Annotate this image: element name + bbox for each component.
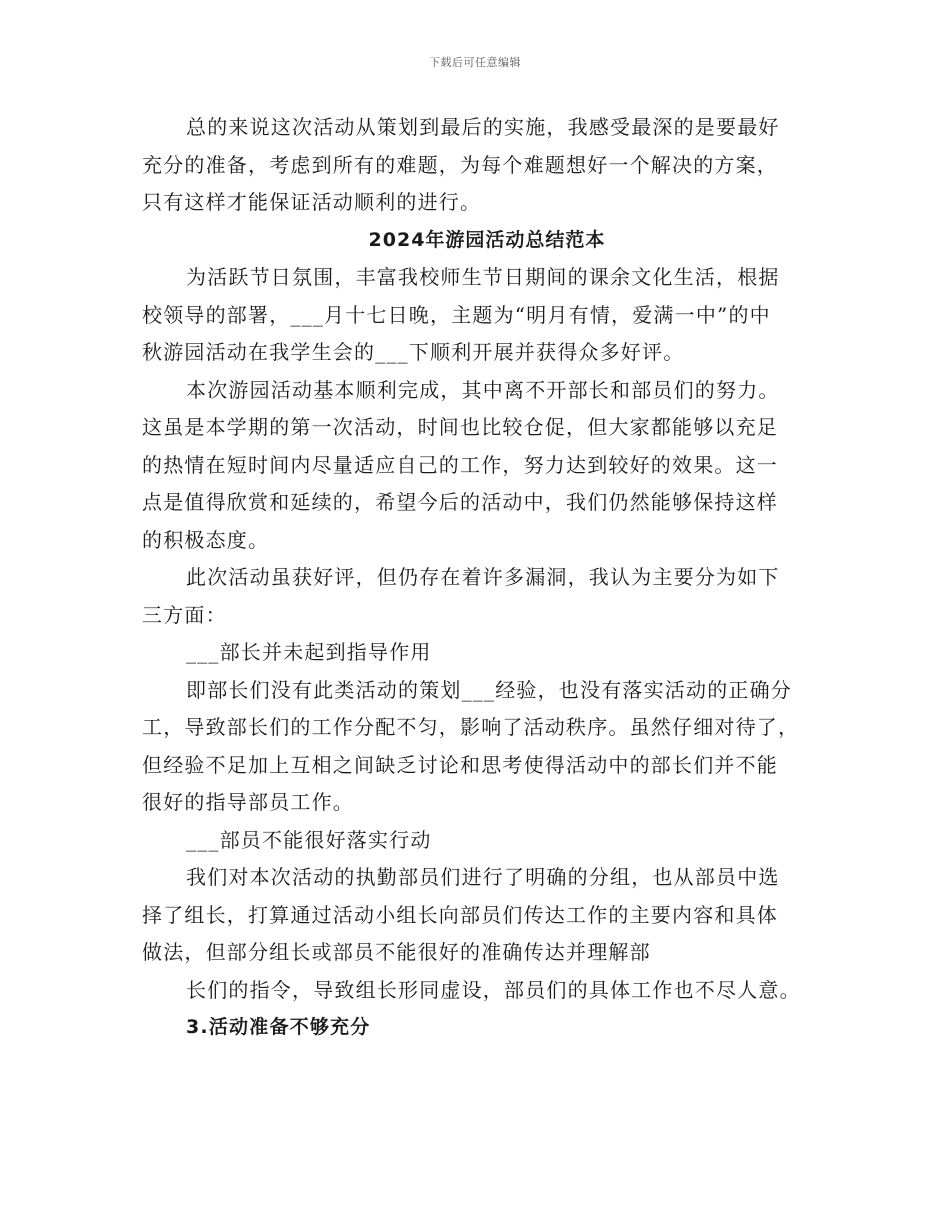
paragraph-line: 充分的准备，考虑到所有的难题，为每个难题想好一个解决的方案， bbox=[142, 152, 778, 177]
section-heading: ___部员不能很好落实行动 bbox=[186, 827, 432, 852]
paragraph-line: 校领导的部署，___月十七日晚，主题为“明月有情，爱满一中”的中 bbox=[142, 302, 771, 327]
paragraph-line: 即部长们没有此类活动的策划___经验，也没有落实活动的正确分 bbox=[186, 677, 792, 702]
page-header-note: 下载后可任意编辑 bbox=[429, 56, 521, 69]
paragraph-line: 点是值得欣赏和延续的，希望今后的活动中，我们仍然能够保持这样 bbox=[142, 490, 778, 514]
paragraph-line: 的热情在短时间内尽量适应自己的工作，努力达到较好的效果。这一 bbox=[142, 452, 778, 477]
paragraph-line: 工，导致部长们的工作分配不匀，影响了活动秩序。虽然仔细对待了， bbox=[142, 715, 800, 739]
paragraph-line: 这虽是本学期的第一次活动，时间也比较仓促，但大家都能够以充足 bbox=[142, 415, 778, 439]
paragraph-line: 的积极态度。 bbox=[142, 527, 270, 552]
paragraph-line: 总的来说这次活动从策划到最后的实施，我感受最深的是要最好 bbox=[186, 115, 780, 139]
paragraph-line: 三方面： bbox=[142, 602, 227, 627]
paragraph-line: 很好的指导部员工作。 bbox=[142, 790, 354, 814]
paragraph-line: 长们的指令，导致组长形同虚设，部员们的具体工作也不尽人意。 bbox=[186, 977, 801, 1002]
paragraph-line: 此次活动虽获好评，但仍存在着许多漏洞，我认为主要分为如下 bbox=[186, 565, 780, 589]
section-heading: ___部长并未起到指导作用 bbox=[186, 640, 432, 664]
paragraph-line: 择了组长，打算通过活动小组长向部员们传达工作的主要内容和具体 bbox=[142, 902, 778, 927]
paragraph-line: 本次游园活动基本顺利完成，其中离不开部长和部员们的努力。 bbox=[186, 377, 780, 402]
paragraph-line: 为活跃节日氛围，丰富我校师生节日期间的课余文化生活，根据 bbox=[186, 265, 780, 289]
paragraph-line: 秋游园活动在我学生会的___下顺利开展并获得众多好评。 bbox=[142, 340, 685, 364]
paragraph-line: 我们对本次活动的执勤部员们进行了明确的分组，也从部员中选 bbox=[186, 865, 780, 889]
document-title: 2024年游园活动总结范本 bbox=[368, 228, 606, 251]
document-body bbox=[142, 109, 822, 1047]
paragraph-line: 做法，但部分组长或部员不能很好的准确传达并理解部 bbox=[142, 940, 651, 964]
paragraph-line: 但经验不足加上互相之间缺乏讨论和思考使得活动中的部长们并不能 bbox=[142, 752, 778, 777]
paragraph-line: 只有这样才能保证活动顺利的进行。 bbox=[142, 190, 482, 214]
section-heading-bold: 3.活动准备不够充分 bbox=[186, 1016, 371, 1038]
